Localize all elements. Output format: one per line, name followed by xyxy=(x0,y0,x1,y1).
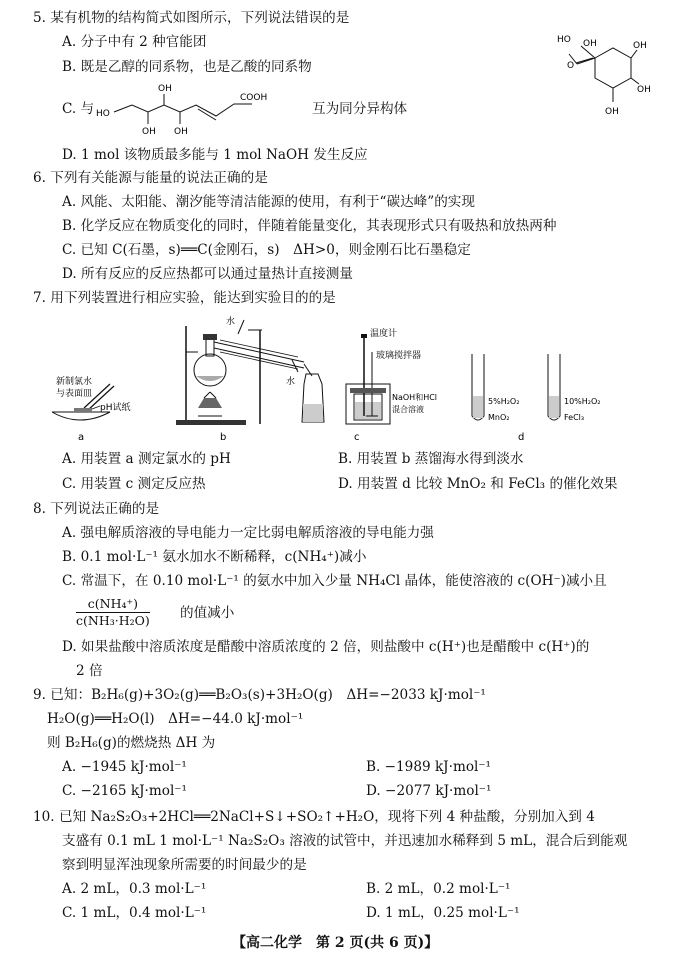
q7-option-d: D. 用装置 d 比较 MnO₂ 和 FeCl₃ 的催化效果 xyxy=(338,476,618,492)
b-water-out: 水 xyxy=(286,377,296,387)
q6-option-d: D. 所有反应的反应热都可以通过量热计直接测量 xyxy=(62,266,353,282)
q5-ring-structure xyxy=(545,28,657,128)
d-left-label2: MnO₂ xyxy=(488,413,510,422)
c-thermo-label: 温度计 xyxy=(370,329,398,339)
q9-line3: 则 B₂H₆(g)的燃烧热 ΔH 为 xyxy=(47,735,216,751)
q5-chain-structure xyxy=(92,80,312,138)
q8-option-b: B. 0.1 mol·L⁻¹ 氨水加水不断稀释，c(NH₄⁺)减小 xyxy=(62,549,367,565)
a-text-line1: 新制氯水 xyxy=(56,377,93,387)
q6-option-b: B. 化学反应在物质变化的同时，伴随着能量变化，其表现形式只有吸热和放热两种 xyxy=(62,218,557,234)
q7-option-a: A. 用装置 a 测定氯水的 pH xyxy=(62,451,231,467)
c-solution-line2: 混合溶液 xyxy=(392,405,424,414)
a-text-line2: 与表面皿 xyxy=(56,389,93,399)
q6-option-c: C. 已知 C(石墨，s)══C(金刚石，s) ΔH>0，则金刚石比石墨稳定 xyxy=(62,242,471,258)
q10-line1: 10. 已知 Na₂S₂O₃+2HCl══2NaCl+S↓+SO₂↑+H₂O，现将下列 4 种盐酸，分别加入到 4 xyxy=(33,809,595,825)
q9-option-d: D. −2077 kJ·mol⁻¹ xyxy=(366,783,492,799)
chain-label-cooh: COOH xyxy=(240,93,268,103)
q10-option-a: A. 2 mL，0.3 mol·L⁻¹ xyxy=(62,881,207,897)
apparatus-c xyxy=(346,327,437,443)
q8-option-c-line2: 的值减小 xyxy=(180,605,235,621)
q5-option-a: A. 分子中有 2 种官能团 xyxy=(62,34,207,50)
page-footer: 【高二化学 第 2 页(共 6 页)】 xyxy=(232,935,439,951)
apparatus-b xyxy=(176,315,324,443)
c-stirrer-label: 玻璃搅拌器 xyxy=(376,351,422,361)
chain-label-oh-3: OH xyxy=(174,127,188,137)
apparatus-d xyxy=(472,354,601,443)
ring-label-oh-top: OH xyxy=(583,39,597,49)
d-right-label1: 10%H₂O₂ xyxy=(564,397,601,406)
q10-option-c: C. 1 mL，0.4 mol·L⁻¹ xyxy=(62,905,207,921)
q5-option-c-suffix: 互为同分异构体 xyxy=(312,101,408,117)
apparatus-a xyxy=(52,375,130,443)
q8-option-c-line1: C. 常温下，在 0.10 mol·L⁻¹ 的氨水中加入少量 NH₄Cl 晶体，能使溶液的 c(OH⁻)减小且 xyxy=(62,573,607,589)
d-left-label1: 5%H₂O₂ xyxy=(488,397,520,406)
q9-stem: 9. 已知：B₂H₆(g)+3O₂(g)══B₂O₃(s)+3H₂O(g) ΔH=−2033 kJ·mol⁻¹ xyxy=(33,687,486,703)
a-paper-label: pH试纸 xyxy=(100,403,131,413)
q5-option-b: B. 既是乙醇的同系物，也是乙酸的同系物 xyxy=(62,59,312,75)
q8-option-c-fraction xyxy=(76,596,150,629)
ring-label-oh-right: OH xyxy=(633,41,647,51)
q7-stem: 7. 用下列装置进行相应实验，能达到实验目的的是 xyxy=(33,290,336,306)
q10-line3: 察到明显浑浊现象所需要的时间最少的是 xyxy=(62,857,307,873)
q10-line2: 支盛有 0.1 mL 1 mol·L⁻¹ Na₂S₂O₃ 溶液的试管中，并迅速加水稀释到 5 mL，混合后到能观 xyxy=(62,833,628,849)
c-solution-line1: NaOH和HCl xyxy=(392,393,438,402)
fraction-numerator: c(NH₄⁺) xyxy=(76,596,150,613)
chain-label-oh-2: OH xyxy=(158,84,172,94)
q8-option-a: A. 强电解质溶液的导电能力一定比弱电解质溶液的导电能力强 xyxy=(62,525,434,541)
q5-option-d: D. 1 mol 该物质最多能与 1 mol NaOH 发生反应 xyxy=(62,147,368,163)
q6-stem: 6. 下列有关能源与能量的说法正确的是 xyxy=(33,170,268,186)
b-water-in: 水 xyxy=(226,317,236,327)
q8-stem: 8. 下列说法正确的是 xyxy=(33,501,160,517)
fraction-denominator: c(NH₃·H₂O) xyxy=(76,613,150,628)
q7-option-c: C. 用装置 c 测定反应热 xyxy=(62,476,206,492)
a-caption: a xyxy=(78,432,85,443)
q5-stem: 5. 某有机物的结构简式如图所示，下列说法错误的是 xyxy=(33,10,350,26)
ring-label-oh-bottom: OH xyxy=(605,107,619,117)
q8-option-d-line1: D. 如果盐酸中溶质浓度是醋酸中溶质浓度的 2 倍，则盐酸中 c(H⁺)也是醋酸中 c(H⁺)的 xyxy=(62,639,590,655)
q10-option-b: B. 2 mL，0.2 mol·L⁻¹ xyxy=(366,881,511,897)
d-caption: d xyxy=(518,432,525,443)
q8-option-d-line2: 2 倍 xyxy=(76,663,103,679)
q7-option-b: B. 用装置 b 蒸馏海水得到淡水 xyxy=(338,451,524,467)
b-caption: b xyxy=(220,432,227,443)
d-right-label2: FeCl₃ xyxy=(564,413,585,422)
ring-label-oh-right2: OH xyxy=(637,85,651,95)
q5-option-c-prefix: C. 与 xyxy=(62,101,95,117)
q10-option-d: D. 1 mL，0.25 mol·L⁻¹ xyxy=(366,905,520,921)
c-caption: c xyxy=(354,432,360,443)
chain-label-oh-1: OH xyxy=(142,127,156,137)
ring-label-o: O xyxy=(567,61,575,71)
q7-apparatus-figure xyxy=(48,312,648,447)
q9-line2: H₂O(g)══H₂O(l) ΔH=−44.0 kJ·mol⁻¹ xyxy=(47,711,304,727)
chain-label-ho: HO xyxy=(96,109,110,119)
ring-label-ho: HO xyxy=(557,35,571,45)
q9-option-b: B. −1989 kJ·mol⁻¹ xyxy=(366,759,491,775)
q9-option-c: C. −2165 kJ·mol⁻¹ xyxy=(62,783,187,799)
q9-option-a: A. −1945 kJ·mol⁻¹ xyxy=(62,759,187,775)
q6-option-a: A. 风能、太阳能、潮汐能等清洁能源的使用，有利于“碳达峰”的实现 xyxy=(62,194,475,210)
